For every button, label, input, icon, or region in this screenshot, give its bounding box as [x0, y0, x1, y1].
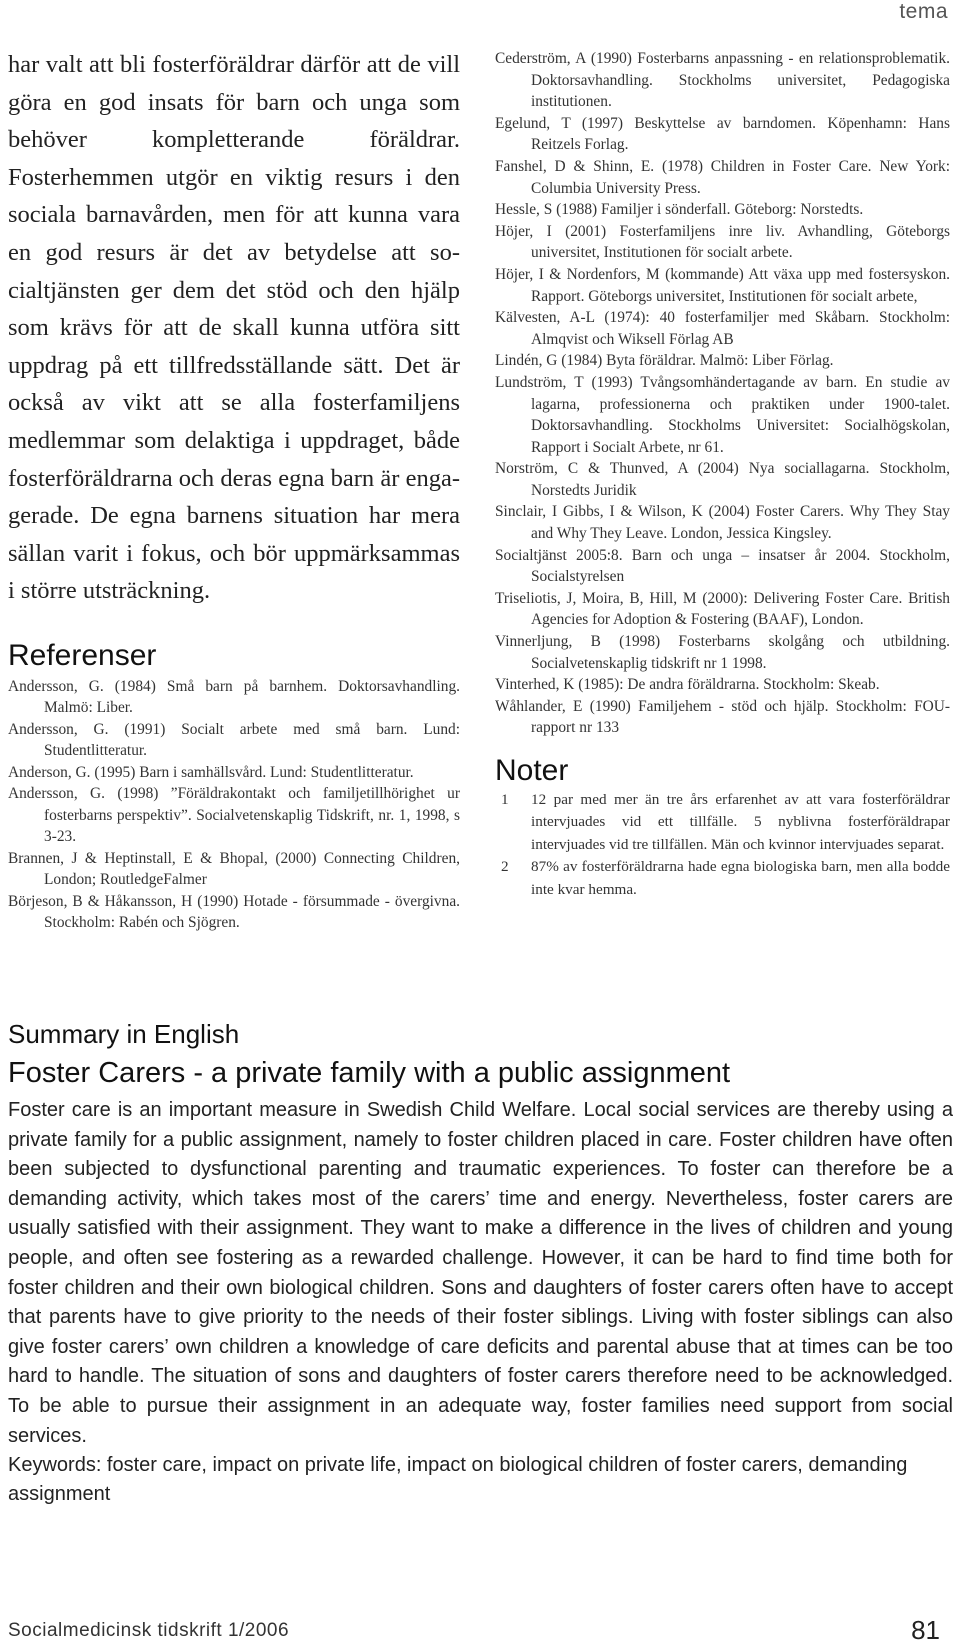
- note-item: [495, 789, 950, 856]
- note-text: 87% av fosterföräldrarna hade egna biologiska barn, men alla bodde inte kvar hemma.: [531, 858, 950, 898]
- keywords: Keywords: foster care, impact on private life, impact on biological children of foster carers, demanding assignment: [8, 1454, 908, 1506]
- reference-item: Norström, C & Thunved, A (2004) Nya sociallagarna. Stockholm, Norstedts Juridik: [495, 460, 950, 499]
- reference-item: Anderson, G. (1995) Barn i samhällsvård. Lund: Studentlitteratur.: [8, 763, 414, 781]
- reference-item: Sinclair, I Gibbs, I & Wilson, K (2004) Foster Carers. Why They Stay and Why They Leave. London, Jessica Kingsley.: [495, 503, 950, 543]
- note-number: 2: [501, 858, 509, 876]
- journal-name: Socialmedicinsk tidskrift 1/2006: [8, 1620, 290, 1641]
- reference-item: Höjer, I & Nordenfors, M (kommande) Att växa upp med fostersyskon. Rapport. Göteborgs universitet, Institutionen för socialt arbete,: [495, 265, 950, 305]
- reference-item: Vinterhed, K (1985): De andra föräldrarna. Stockholm: Skeab.: [495, 676, 880, 694]
- notes-heading: Noter: [495, 754, 569, 787]
- reference-item: Börjeson, B & Håkansson, H (1990) Hotade - försummade - övergivna. Stockholm: Rabén och Sjögren.: [8, 892, 460, 932]
- reference-item: Hessle, S (1988) Familjer i sönderfall. Göteborg: Norstedts.: [495, 201, 864, 219]
- reference-item: Andersson, G. (1998) ”Föräldrakontakt och familjetillhörighet ur fosterbarns perspektiv”. Socialvetenskaplig Tidskrift, nr. 1, 1998, s 3-23.: [8, 785, 460, 846]
- reference-item: Wåhlander, E (1990) Familjehem - stöd och hjälp. Stockholm: FOU-rapport nr 133: [495, 697, 950, 737]
- reference-item: Andersson, G. (1984) Små barn på barnhem. Doktorsavhandling. Malmö: Liber.: [8, 677, 460, 717]
- reference-item: Kälvesten, A-L (1974): 40 fosterfamiljer med Skåbarn. Stockholm: Almqvist och Wiksell Förlag AB: [495, 309, 950, 348]
- reference-item: Vinnerljung, B (1998) Fosterbarns skolgång och utbildning. Socialvetenskaplig tidskrift nr 1 1998.: [495, 633, 950, 672]
- page-number: 81: [911, 1615, 940, 1645]
- reference-item: Socialtjänst 2005:8. Barn och unga – insatser år 2004. Stockholm, Socialstyrelsen: [495, 546, 950, 586]
- reference-item: Fanshel, D & Shinn, E. (1978) Children in Foster Care. New York: Columbia University Press.: [495, 157, 950, 197]
- reference-item: Cederström, A (1990) Fosterbarns anpassning - en relationsproblematik. Doktorsavhandling. Stockholms universitet, Pedagogiska institutionen.: [495, 50, 950, 111]
- reference-item: Lundström, T (1993) Tvångsomhändertagande av barn. En studie av lagarna, professionerna och praktiken under 1900-talet. Doktorsavhandling. Stockholms Universitet: Socialhögskolan, Rapport i Socialt Arbete, nr 61.: [495, 373, 950, 456]
- right-column: [495, 48, 950, 901]
- summary-heading: Summary in English: [8, 1019, 240, 1049]
- reference-item: Brannen, J & Heptinstall, E & Bhopal, (2000) Connecting Children, London; RoutledgeFalmer: [8, 849, 460, 889]
- references-list-right: [495, 48, 950, 739]
- note-number: 1: [501, 791, 509, 808]
- reference-item: Höjer, I (2001) Fosterfamiljens inre liv. Avhandling, Göteborgs universitet, Institutionen för socialt arbete.: [495, 222, 950, 262]
- reference-item: Egelund, T (1997) Beskyttelse av barndomen. Köpenhamn: Hans Reitzels Forlag.: [495, 114, 950, 154]
- references-list-left: [8, 676, 460, 934]
- references-heading: Referenser: [8, 638, 157, 672]
- section-tag: tema: [899, 0, 948, 23]
- notes-list: [495, 789, 950, 901]
- page-footer: [8, 1610, 940, 1646]
- note-text: 12 par med mer än tre års erfarenhet av att vara fosterföräldrar intervjuades vid ett tillfälle. 5 nyblivna fosterföräldrapar intervjuades vid tre tillfällen. Män och kvinnor intervjuades separat.: [531, 791, 950, 853]
- reference-item: Andersson, G. (1991) Socialt arbete med små barn. Lund: Studentlitteratur.: [8, 720, 460, 760]
- reference-item: Triseliotis, J, Moira, B, Hill, M (2000): Delivering Foster Care. British Agencies for Adoption & Fostering (BAAF), London.: [495, 589, 950, 629]
- english-summary: [8, 1018, 953, 1509]
- summary-title: Foster Carers - a private family with a public assignment: [8, 1057, 731, 1089]
- body-paragraph: har valt att bli fosterföräldrar därför att de vill göra en god insats för barn och unga som behöver kompletterande föräldrar. Fosterhemmen utgör en viktig resurs i den sociala barnavården, men för att kunna vara en god resurs är det av betydelse att socialtjänsten ger dem det stöd och den hjälp som krävs för att de skall kunna utföra sitt uppdrag på ett tillfredsställande sätt. Det är också av vikt att se alla fosterfamiljens medlemmar som delaktiga i uppdraget, både fosterföräldrarna och deras egna barn är engagerade. De egna barnens situation har mera sällan varit i fokus, och bör uppmärksammas i större utsträckning.: [8, 51, 460, 605]
- note-item: [495, 856, 950, 901]
- summary-paragraph: Foster care is an important measure in Swedish Child Welfare. Local social services are thereby using a private family for a public assignment, namely to foster children placed in care. Foster children have often been subjected to dysfunctional parenting and traumatic experiences. To foster can therefore be a demanding activity, which takes most of the carers’ time and energy. Nevertheless, foster carers are usually satisfied with their assignment. They want to make a difference in the lives of children and young people, and often see fostering as a rewarded challenge. However, it can be hard to find time both for foster children and their own biological children. Sons and daughters of foster carers often have to accept that parents have to give priority to the needs of their foster siblings. Living with foster siblings can also give foster carers’ own children a knowledge of care deficits and parental abuse that at times can be too hard to handle. The situation of sons and daughters of foster carers therefore need to be acknowledged. To be able to pursue their assignment in an adequate way, foster families need support from social services.: [8, 1099, 953, 1447]
- reference-item: Lindén, G (1984) Byta föräldrar. Malmö: Liber Förlag.: [495, 352, 834, 370]
- left-column: [8, 46, 460, 934]
